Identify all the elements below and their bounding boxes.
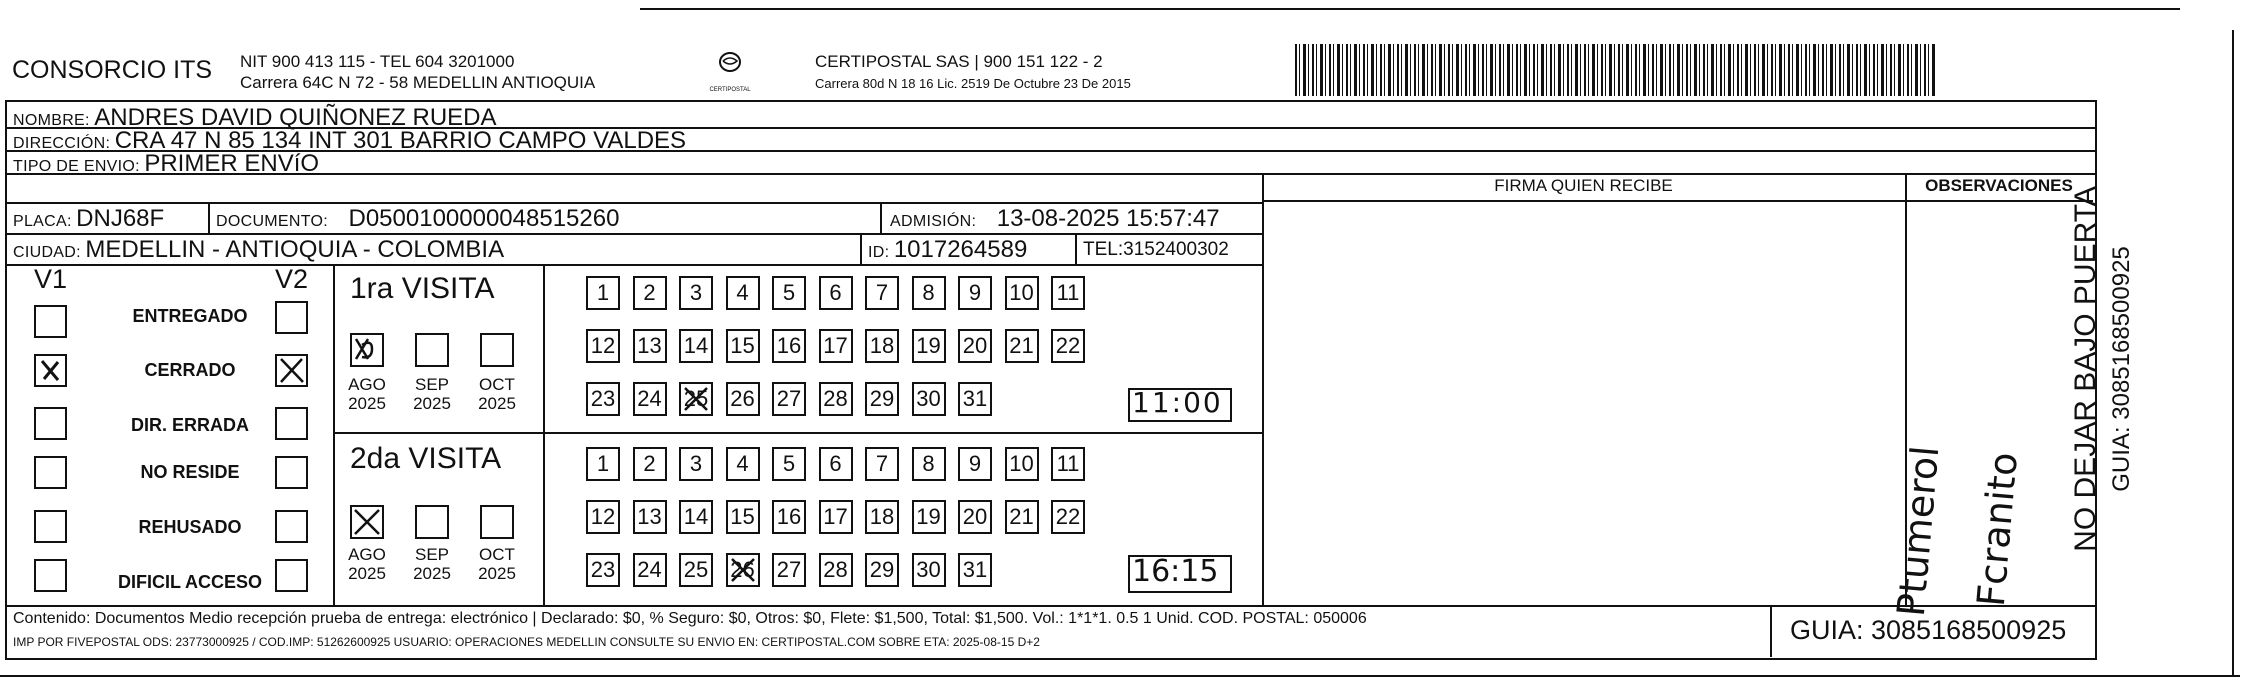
tel-field [1083, 239, 1229, 261]
status-label-no-reside: NO RESIDE [140, 462, 240, 482]
visit-2-month-ago-label: AGO 2025 [348, 545, 386, 583]
visit-1-month-sep-label: SEP 2025 [413, 375, 451, 413]
status-label-rehusado: REHUSADO [138, 517, 242, 537]
nit-line: NIT 900 413 115 - TEL 604 3201000 [240, 52, 515, 71]
ciudad-value: MEDELLIN - ANTIOQUIA - COLOMBIA [85, 236, 505, 263]
tel-label: TEL: [1083, 239, 1124, 260]
certipostal-logo [705, 48, 755, 94]
visit-2-day-2-box[interactable]: 2 [633, 447, 667, 481]
placa-label: PLACA: [13, 213, 72, 230]
observaciones-handwritten-line2: Fcranito [1968, 450, 2026, 609]
visit-1-day-29-box[interactable]: 29 [865, 382, 899, 416]
admision-label: ADMISIÓN: [890, 213, 977, 230]
visit-2-day-10-box[interactable]: 10 [1005, 447, 1039, 481]
id-field [868, 236, 1027, 264]
direccion-label: DIRECCIÓN: [13, 135, 111, 152]
visit-1-day-6-box[interactable]: 6 [819, 276, 853, 310]
row-line-4 [5, 202, 1262, 204]
barcode [1295, 44, 1935, 96]
visit-2-time-handwritten: 16:15 [1132, 554, 1219, 589]
nombre-label: NOMBRE: [13, 112, 90, 129]
documento-label: DOCUMENTO: [216, 213, 329, 230]
col-line-guia [1770, 605, 1772, 657]
visit-2-day-16-box[interactable]: 16 [772, 500, 806, 534]
visit-1-day-22-box[interactable]: 22 [1051, 329, 1085, 363]
visit-1-day-4-box[interactable]: 4 [726, 276, 760, 310]
visit-1-day-25-box[interactable]: 25 [679, 382, 713, 416]
row-line-6 [5, 264, 1262, 266]
visit-2-day-9-box[interactable]: 9 [958, 447, 992, 481]
visit-2-day-14-box[interactable]: 14 [679, 500, 713, 534]
bottom-edge-line [0, 675, 2240, 677]
visit-1-day-20-box[interactable]: 20 [958, 329, 992, 363]
visit-1-title: 1ra VISITA [350, 272, 495, 305]
status-label-dir-errada: DIR. ERRADA [130, 415, 249, 435]
footer-line [5, 605, 2095, 607]
v1-entregado-checkbox[interactable] [34, 305, 67, 338]
nombre-value: ANDRES DAVID QUIÑONEZ RUEDA [94, 104, 497, 131]
visit-1-day-16-box[interactable]: 16 [772, 329, 806, 363]
visit-2-day-18-box[interactable]: 18 [865, 500, 899, 534]
visit-1-day-27-box[interactable]: 27 [772, 382, 806, 416]
visit-1-day-24-box[interactable]: 24 [633, 382, 667, 416]
visit-2-day-23-box[interactable]: 23 [586, 553, 620, 587]
placa-value: DNJ68F [76, 205, 165, 232]
tipo-envio-label: TIPO DE ENVIO: [13, 158, 140, 175]
visit-1-day-17-box[interactable]: 17 [819, 329, 853, 363]
visit-2-day-6-box[interactable]: 6 [819, 447, 853, 481]
visit-1-day-3-box[interactable]: 3 [679, 276, 713, 310]
v2-no-reside-checkbox[interactable] [275, 456, 308, 489]
status-label-entregado: ENTREGADO [132, 306, 248, 326]
visit-2-day-29-box[interactable]: 29 [865, 553, 899, 587]
v1-label: V1 [34, 264, 68, 294]
visit-1-day-21-box[interactable]: 21 [1005, 329, 1039, 363]
visit-2-month-ago-checkbox[interactable] [350, 505, 384, 539]
v1-dificil-acceso-checkbox[interactable] [34, 559, 67, 592]
v2-label: V2 [275, 264, 309, 294]
x-mark-icon [277, 356, 306, 385]
visit-1-day-13-box[interactable]: 13 [633, 329, 667, 363]
obs-header-line [1905, 200, 2093, 202]
footer-imp: IMP POR FIVEPOSTAL ODS: 23773000925 / COD.IMP: 51262600925 USUARIO: OPERACIONES MEDELLIN CONSULTE SU ENVIO EN: CERTIPOSTAL.COM SOBRE ETA: 2025-08-15 D+2 [13, 635, 1040, 649]
documento-value: D0500100000048515260 [348, 205, 620, 232]
visit-2-day-27-box[interactable]: 27 [772, 553, 806, 587]
col-line-status [333, 264, 335, 605]
v1-no-reside-checkbox[interactable] [34, 456, 67, 489]
col-line-placa [208, 202, 210, 233]
address-line: Carrera 64C N 72 - 58 MEDELLIN ANTIOQUIA [240, 73, 596, 92]
visit-1-month-ago-label: AGO 2025 [348, 375, 386, 413]
tel-value: 3152400302 [1123, 239, 1229, 260]
admision-field [890, 205, 1220, 233]
status-label-dificil-acceso: DIFICIL ACCESO [117, 572, 262, 592]
direccion-value: CRA 47 N 85 134 INT 301 BARRIO CAMPO VALDES [114, 127, 687, 154]
v1-cerrado-checkbox[interactable] [34, 354, 67, 387]
col-line-id [860, 233, 862, 264]
certipostal-logo-text: CERTIPOSTAL [709, 87, 751, 93]
visit-2-title: 2da VISITA [350, 442, 502, 475]
visit-2-day-12-box[interactable]: 12 [586, 500, 620, 534]
visit-1-day-10-box[interactable]: 10 [1005, 276, 1039, 310]
row-line-5 [5, 233, 1262, 235]
x-mark-icon [681, 384, 711, 414]
visit-1-day-14-box[interactable]: 14 [679, 329, 713, 363]
visit-2-month-oct-checkbox[interactable] [480, 505, 514, 539]
visit-1-month-ago-checkbox[interactable] [350, 333, 384, 367]
visit-2-day-11-box[interactable]: 11 [1051, 447, 1085, 481]
visit-1-day-8-box[interactable]: 8 [912, 276, 946, 310]
visit-1-day-30-box[interactable]: 30 [912, 382, 946, 416]
col-line-tel [1075, 233, 1077, 264]
visit-2-day-21-box[interactable]: 21 [1005, 500, 1039, 534]
visit-2-day-17-box[interactable]: 17 [819, 500, 853, 534]
visit-1-day-28-box[interactable]: 28 [819, 382, 853, 416]
visit-1-time-handwritten: 11:00 [1132, 386, 1223, 419]
visit-2-day-15-box[interactable]: 15 [726, 500, 760, 534]
v2-dir-errada-checkbox[interactable] [275, 407, 308, 440]
x-mark-icon [728, 555, 758, 585]
visit-1-day-18-box[interactable]: 18 [865, 329, 899, 363]
x-mark-icon [352, 507, 382, 537]
id-label: ID: [868, 244, 890, 261]
certipostal-logo-icon [705, 48, 755, 82]
v2-rehusado-checkbox[interactable] [275, 510, 308, 543]
visit-2-day-1-box[interactable]: 1 [586, 447, 620, 481]
visit-1-day-31-box[interactable]: 31 [958, 382, 992, 416]
visit-2-day-5-box[interactable]: 5 [772, 447, 806, 481]
visit-2-day-7-box[interactable]: 7 [865, 447, 899, 481]
v2-entregado-checkbox[interactable] [275, 301, 308, 334]
id-value: 1017264589 [893, 236, 1028, 263]
visit-1-day-7-box[interactable]: 7 [865, 276, 899, 310]
visit-1-day-12-box[interactable]: 12 [586, 329, 620, 363]
partner-line1: CERTIPOSTAL SAS | 900 151 122 - 2 [815, 52, 1103, 71]
side-no-dejar: NO DEJAR BAJO PUERTA [2069, 186, 2102, 552]
visit-1-day-1-box[interactable]: 1 [586, 276, 620, 310]
visit-2-day-19-box[interactable]: 19 [912, 500, 946, 534]
visit-1-month-oct-checkbox[interactable] [480, 333, 514, 367]
col-line-firma [1262, 173, 1264, 606]
visit-2-day-30-box[interactable]: 30 [912, 553, 946, 587]
col-line-admision [880, 202, 882, 233]
footer-contenido: Contenido: Documentos Medio recepción prueba de entrega: electrónico | Declarado: $0, % Seguro: $0, Otros: $0, Flete: $1,500, Total: $1,500. Vol.: 1*1*1. 0.5 1 Unid. COD. POSTAL: 050006 [13, 610, 1367, 627]
company-name: CONSORCIO ITS [12, 56, 213, 84]
visit-1-day-26-box[interactable]: 26 [726, 382, 760, 416]
visit-1-day-9-box[interactable]: 9 [958, 276, 992, 310]
visit-1-month-oct-label: OCT 2025 [478, 375, 516, 413]
visit-2-month-sep-label: SEP 2025 [413, 545, 451, 583]
visit-2-day-22-box[interactable]: 22 [1051, 500, 1085, 534]
visit-2-month-sep-checkbox[interactable] [415, 505, 449, 539]
side-guia: GUIA: 3085168500925 [2108, 246, 2135, 492]
visit-1-month-sep-checkbox[interactable] [415, 333, 449, 367]
observaciones-handwritten-line1: Ptumerol [1888, 444, 1948, 619]
visit-2-day-25-box[interactable]: 25 [679, 553, 713, 587]
v1-rehusado-checkbox[interactable] [34, 510, 67, 543]
visit-2-day-13-box[interactable]: 13 [633, 500, 667, 534]
footer-guia: GUIA: 3085168500925 [1790, 615, 2067, 645]
admision-value: 13-08-2025 15:57:47 [996, 205, 1220, 232]
tipo-envio-field [13, 150, 319, 178]
visit-1-day-5-box[interactable]: 5 [772, 276, 806, 310]
visit-2-month-oct-label: OCT 2025 [478, 545, 516, 583]
firma-label: FIRMA QUIEN RECIBE [1494, 176, 1673, 195]
visit-2-day-3-box[interactable]: 3 [679, 447, 713, 481]
v2-cerrado-checkbox[interactable] [275, 354, 308, 387]
x-mark-icon [352, 335, 382, 365]
visit-1-day-19-box[interactable]: 19 [912, 329, 946, 363]
x-mark-icon [36, 356, 65, 385]
visit-1-day-15-box[interactable]: 15 [726, 329, 760, 363]
tipo-envio-value: PRIMER ENVíO [144, 150, 320, 177]
observaciones-label: OBSERVACIONES [1925, 176, 2073, 195]
right-edge-line [2232, 30, 2234, 675]
placa-field [13, 205, 164, 233]
firma-header-line [1262, 200, 1907, 202]
visit-2-day-20-box[interactable]: 20 [958, 500, 992, 534]
visit-2-day-26-box[interactable]: 26 [726, 553, 760, 587]
col-line-visit-label [543, 264, 545, 605]
visit-2-day-28-box[interactable]: 28 [819, 553, 853, 587]
visit-1-day-2-box[interactable]: 2 [633, 276, 667, 310]
documento-field [216, 205, 619, 233]
visit-2-day-8-box[interactable]: 8 [912, 447, 946, 481]
partner-line2: Carrera 80d N 18 16 Lic. 2519 De Octubre 23 De 2015 [815, 76, 1131, 91]
ciudad-label: CIUDAD: [13, 244, 81, 261]
status-label-cerrado: CERRADO [144, 360, 236, 380]
ciudad-field [13, 236, 504, 264]
top-edge-line [640, 8, 2180, 10]
v2-dificil-acceso-checkbox[interactable] [275, 559, 308, 592]
v1-dir-errada-checkbox[interactable] [34, 407, 67, 440]
visit-divider [333, 432, 1262, 434]
visit-2-day-4-box[interactable]: 4 [726, 447, 760, 481]
visit-1-day-23-box[interactable]: 23 [586, 382, 620, 416]
visit-1-day-11-box[interactable]: 11 [1051, 276, 1085, 310]
visit-2-day-31-box[interactable]: 31 [958, 553, 992, 587]
visit-2-day-24-box[interactable]: 24 [633, 553, 667, 587]
